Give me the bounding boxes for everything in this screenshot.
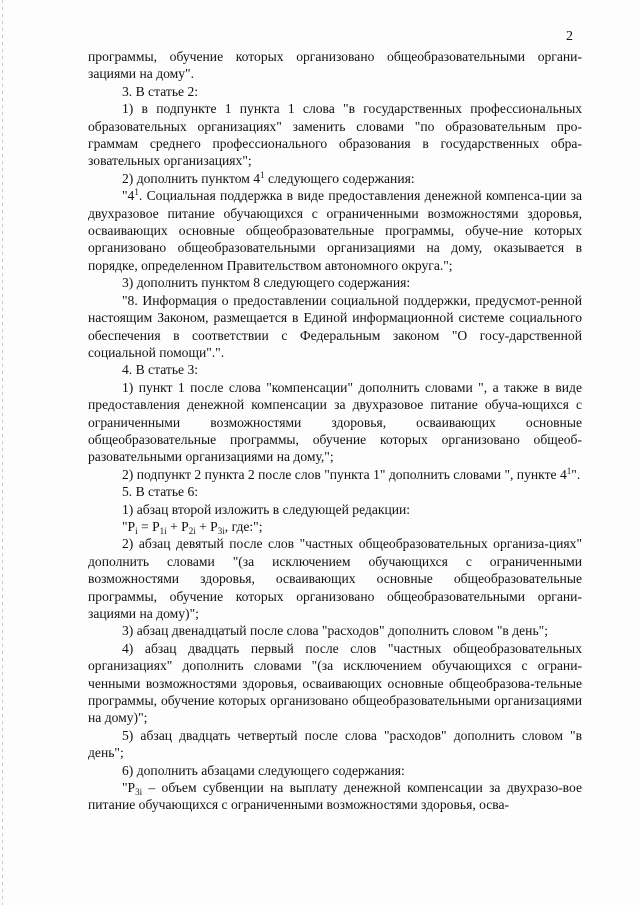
text-run: 4) абзац двадцать первый после слов "частных общеобразовательных организациях" дополнить словами "(за исключением обучающихся с ограни-ченными возможностями здоровья, осваивающих основные общеобразова-тельные программы, обучение которых организовано общеобразовательными организациями на дому)"; bbox=[88, 640, 582, 726]
text-run: 3) дополнить пунктом 8 следующего содержания: bbox=[122, 275, 411, 291]
text-run: = P bbox=[137, 518, 160, 534]
paragraph-b4 bbox=[88, 170, 582, 187]
subscript: 2i bbox=[188, 525, 196, 536]
paragraph-b12 bbox=[88, 501, 582, 518]
text-run: "8. Информация о предоставлении социальной поддержки, предусмот-ренной настоящим Законом, размещается в Единой информационной системе социального обеспечения в соответствии с Федеральным законом "О госу-дарственной социальной помощи".". bbox=[88, 292, 582, 360]
text-run: программы, обучение которых организовано общеобразовательными органи-зациями на дому". bbox=[88, 49, 582, 82]
paragraph-b7 bbox=[88, 292, 582, 362]
text-run: следующего содержания: bbox=[264, 170, 415, 186]
text-run: , где:"; bbox=[224, 518, 263, 534]
superscript: 1 bbox=[134, 187, 139, 198]
paragraph-b19 bbox=[88, 779, 582, 814]
text-run: 1) абзац второй изложить в следующей редакции: bbox=[122, 501, 411, 517]
paragraph-b3 bbox=[88, 100, 582, 170]
paragraph-b5 bbox=[88, 187, 582, 274]
text-run: 2) дополнить пунктом 4 bbox=[122, 170, 261, 186]
paragraph-b15 bbox=[88, 622, 582, 639]
subscript: 1i bbox=[159, 525, 167, 536]
paragraph-b1 bbox=[88, 48, 582, 83]
text-run: – объем субвенции на выплату денежной компенсации за двухразо-вое питание обучающихся с ограниченными возможностями здоровья, осва- bbox=[88, 780, 582, 813]
text-run: "P bbox=[122, 518, 136, 534]
paragraph-b10 bbox=[88, 466, 582, 483]
text-run: 2) подпункт 2 пункта 2 после слов "пункта 1" дополнить словами ", пункте 4 bbox=[122, 466, 567, 482]
superscript: 1 bbox=[566, 465, 572, 476]
text-run: 6) дополнить абзацами следующего содержания: bbox=[122, 762, 405, 778]
page-number: 2 bbox=[566, 29, 573, 44]
document-body bbox=[88, 48, 582, 814]
paragraph-b6 bbox=[88, 274, 582, 291]
text-run: 1) пункт 1 после слова "компенсации" дополнить словами ", а также в виде предоставления денежной компенсации за двухразовое питание обуча-ющихся с ограниченными возможностями здоровья, осваивающих основные общеобразовательные программы, обучение которых организовано общеоб-разовательными организациями на дому,"; bbox=[88, 379, 582, 465]
text-run: 3. В статье 2: bbox=[122, 83, 199, 99]
subscript: 3i bbox=[217, 525, 225, 536]
text-run: . Социальная поддержка в виде предоставления денежной компенса-ции за двухразовое питание обучающихся с ограниченными возможностями здоровья, осваивающих основные общеобразовательные программы, обуче-ние которых организовано общеобразовательными организациями на дому, оказывается в порядке, определенном Правительством автономного округа."; bbox=[88, 188, 582, 273]
superscript: 1 bbox=[260, 169, 265, 180]
paragraph-b16 bbox=[88, 640, 582, 727]
text-run: 3) абзац двенадцатый после слова "расходов" дополнить словом "в день"; bbox=[122, 623, 548, 639]
scan-edge bbox=[2, 0, 3, 905]
text-run: 5. В статье 6: bbox=[122, 484, 199, 500]
text-run: 4. В статье 3: bbox=[122, 362, 199, 378]
subscript: i bbox=[135, 525, 138, 536]
subscript: 3i bbox=[135, 787, 143, 798]
text-run: + P bbox=[195, 518, 218, 534]
text-run: "4 bbox=[122, 188, 135, 204]
paragraph-b17 bbox=[88, 727, 582, 762]
paragraph-b8 bbox=[88, 361, 582, 378]
text-run: + P bbox=[166, 518, 189, 534]
paragraph-b18 bbox=[88, 762, 582, 779]
text-run: ". bbox=[571, 466, 581, 482]
paragraph-b13 bbox=[88, 518, 582, 535]
paragraph-b14 bbox=[88, 535, 582, 622]
text-run: 2) абзац девятый после слов "частных общеобразовательных организа-циях" дополнить словами "(за исключением обучающихся с ограниченными возможностями здоровья, осваивающих основные общеобразовательные программы, обучение которых организовано общеобразовательными органи-зациями на дому)"; bbox=[88, 536, 582, 621]
text-run: 1) в подпункте 1 пункта 1 слова "в государственных профессиональных образовательных организациях" заменить словами "по образовательным про-граммам среднего профессионального образования в государственных обра-зовательных организациях"; bbox=[88, 101, 582, 169]
paragraph-b2 bbox=[88, 83, 582, 100]
text-run: "P bbox=[122, 780, 136, 796]
text-run: 5) абзац двадцать четвертый после слова "расходов" дополнить словом "в день"; bbox=[88, 727, 582, 761]
paragraph-b11 bbox=[88, 483, 582, 500]
paragraph-b9 bbox=[88, 379, 582, 466]
